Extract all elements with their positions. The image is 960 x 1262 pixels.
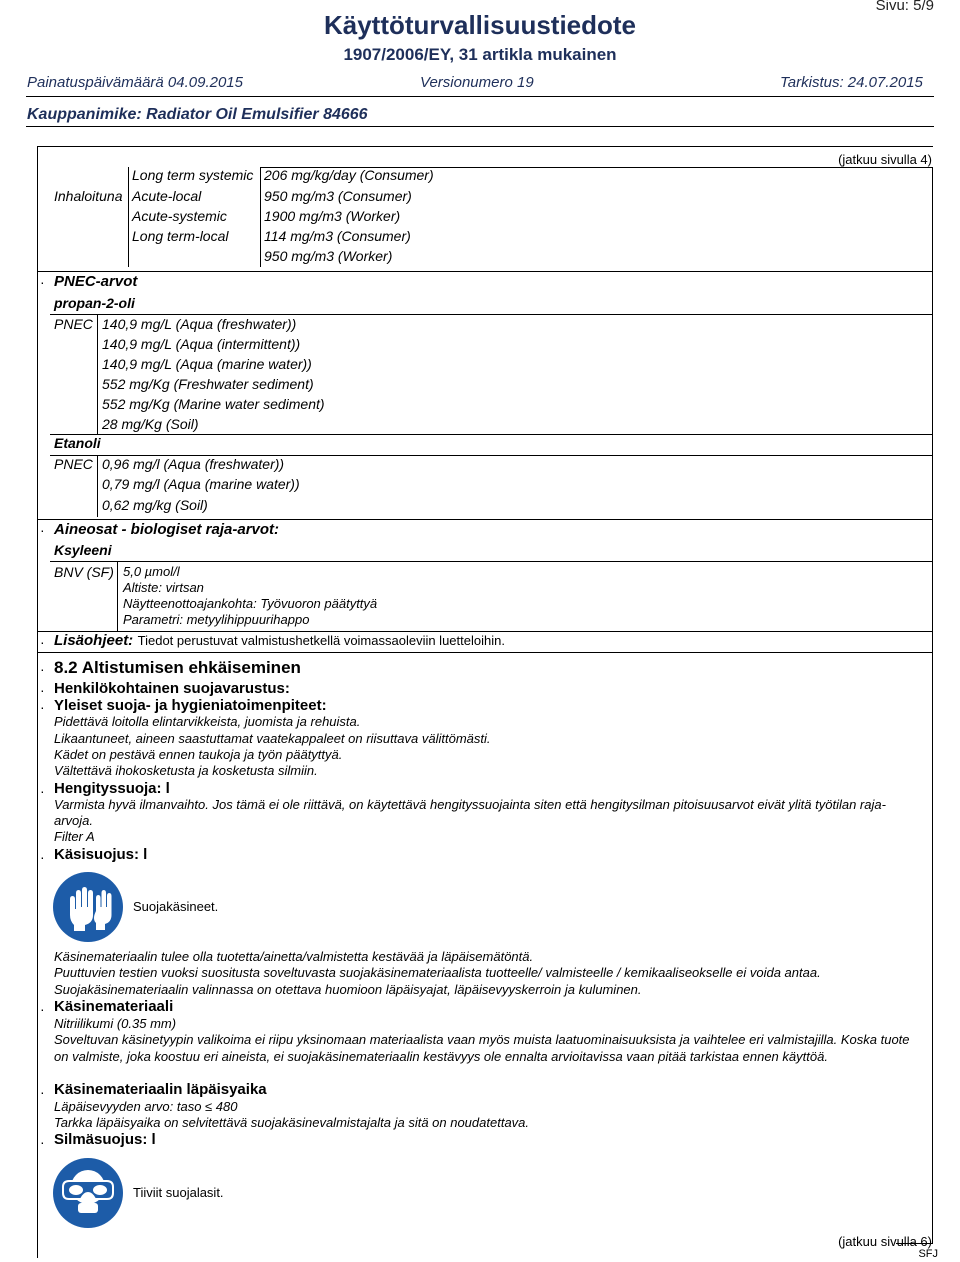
print-date: Painatuspäivämäärä 04.09.2015 <box>27 74 243 91</box>
additional-notes <box>54 632 505 650</box>
inhalation-effect-3: Acute-systemic <box>132 208 227 224</box>
gloves-caption: Suojakäsineet. <box>133 899 219 914</box>
glove-material-text: Soveltuvan käsinetyypin valikoima ei riipu yksinomaan materiaalista vaan myös muista laatuominaisuuksista ja vaihtelee eri valmistajilla. Koska tuote on valmiste, joka koostuu eri aineista, ei suojakäsinemateriaalin kestävyys ole ennalta arvioitavissa vaan pitää tarkistaa ennen käyttöä. <box>54 1032 910 1064</box>
trade-name-divider <box>26 126 934 127</box>
pnec-value: 552 mg/Kg (Marine water sediment) <box>102 396 325 412</box>
page-number: Sivu: 5/9 <box>875 0 934 14</box>
pnec-substance-1-line <box>50 314 933 315</box>
inhalation-value-5: 950 mg/m3 (Worker) <box>264 248 393 264</box>
trade-name-value: Radiator Oil Emulsifier 84666 <box>146 106 368 123</box>
hygiene-line: Likaantuneet, aineen saastuttamat vaatekappaleet on riisuttava välittömästi. <box>54 731 491 746</box>
biological-col-line <box>117 561 118 631</box>
biological-label: BNV (SF) <box>54 564 114 580</box>
hand-text: Suojakäsinemateriaalin valinnassa on otettava huomioon läpäisyajat, läpäisevyyskerroin ja kuluminen. <box>54 982 642 997</box>
left-frame-line <box>37 146 38 1258</box>
pnec-substance-2-name: Etanoli <box>54 435 101 451</box>
body-top-line <box>37 146 933 147</box>
gloves-icon <box>52 871 124 943</box>
document-title: Käyttöturvallisuustiedote <box>323 10 637 40</box>
respiratory-filter: Filter A <box>54 829 95 844</box>
hand-text: Käsinemateriaalin tulee olla tuotetta/ainetta/valmistetta kestävää ja läpäisemätöntä. <box>54 949 534 964</box>
pnec-value: 0,79 mg/l (Aqua (marine water)) <box>102 476 300 492</box>
eye-protection-heading: Silmäsuojus: l <box>54 1131 156 1148</box>
continued-to: (jatkuu sivulla 6) <box>838 1234 932 1249</box>
biological-value: 5,0 µmol/l <box>123 564 180 579</box>
hygiene-line: Vältettävä ihokosketusta ja kosketusta silmiin. <box>54 763 318 778</box>
pnec-value: 140,9 mg/L (Aqua (freshwater)) <box>102 316 297 332</box>
header-divider <box>26 96 934 97</box>
inhalation-value-3: 1900 mg/m3 (Worker) <box>264 208 401 224</box>
inhalation-effect-2: Acute-local <box>132 188 202 204</box>
hygiene-line: Kädet on pestävä ennen taukoja ja työn päätyttyä. <box>54 747 343 762</box>
pnec-substance-1-label: PNEC <box>54 316 93 332</box>
pnec-col-line-1 <box>97 314 98 434</box>
hand-text: Puuttuvien testien vuoksi suositusta soveltuvasta suojakäsinemateriaalista tuotteelle/ valmisteelle / kemikaaliseokselle ei voida antaa. <box>54 965 821 980</box>
version-number: Versionumero 19 <box>420 74 534 91</box>
additional-text: Tiedot perustuvat valmistushetkellä voimassaoleviin luetteloihin. <box>137 633 505 648</box>
inhalation-value-4: 114 mg/m3 (Consumer) <box>264 228 411 244</box>
pnec-heading: PNEC-arvot <box>54 273 138 290</box>
permeation-heading: Käsinemateriaalin läpäisyaika <box>54 1081 267 1098</box>
additional-bottom-line <box>37 652 933 653</box>
revision-date: Tarkistus: 24.07.2015 <box>780 74 923 91</box>
glove-material-value: Nitriilikumi (0.35 mm) <box>54 1016 177 1031</box>
permeation-value: Läpäisevyyden arvo: taso ≤ 480 <box>54 1099 238 1114</box>
right-frame-line <box>932 167 933 1243</box>
pnec-value: 140,9 mg/L (Aqua (marine water)) <box>102 356 312 372</box>
biological-top-line <box>37 519 933 520</box>
hygiene-heading: Yleiset suoja- ja hygieniatoimenpiteet: <box>54 697 327 714</box>
inhalation-value-2: 950 mg/m3 (Consumer) <box>264 188 412 204</box>
pnec-substance-1-name: propan-2-oli <box>54 295 135 311</box>
hygiene-line: Pidettävä loitolla elintarvikkeista, juomista ja rehuista. <box>54 714 361 729</box>
hand-protection-heading: Käsisuojus: l <box>54 846 148 863</box>
biological-line: Parametri: metyylihippuurihappo <box>123 612 310 627</box>
footer-line <box>896 1243 933 1244</box>
glove-material-heading: Käsinemateriaali <box>54 998 174 1015</box>
continued-from: (jatkuu sivulla 4) <box>838 152 932 167</box>
inhalation-value-1: 206 mg/kg/day (Consumer) <box>264 167 434 183</box>
footer-code: SFJ <box>918 1248 938 1260</box>
inhalation-route: Inhaloituna <box>54 188 123 204</box>
inhalation-effect-4: Long term-local <box>132 228 229 244</box>
biological-substance: Ksyleeni <box>54 542 112 558</box>
respiratory-text: Varmista hyvä ilmanvaihto. Jos tämä ei ole riittävä, on käytettävä hengityssuojainta siten että hengitysilman pitoisuusarvot eivät ylitä työtilan raja-arvoja. <box>54 797 886 828</box>
trade-name-label: Kauppanimike: <box>27 106 142 123</box>
additional-label: Lisäohjeet: <box>54 632 134 649</box>
pnec-value: 28 mg/Kg (Soil) <box>102 416 199 432</box>
pnec-substance-2-top-line <box>50 434 933 435</box>
inhalation-col-line-2 <box>260 167 261 267</box>
pnec-top-line <box>37 271 933 272</box>
biological-line: Altiste: virtsan <box>123 580 204 595</box>
respiratory-heading: Hengityssuoja: l <box>54 780 170 797</box>
permeation-text: Tarkka läpäisyaika on selvitettävä suojakäsinevalmistajalta ja sitä on noudatettava. <box>54 1115 530 1130</box>
goggles-icon <box>52 1157 124 1229</box>
pnec-value: 140,9 mg/L (Aqua (intermittent)) <box>102 336 301 352</box>
pnec-col-line-2 <box>97 455 98 517</box>
biological-line: Näytteenottoajankohta: Työvuoron päätyttyä <box>123 596 378 611</box>
pnec-value: 552 mg/Kg (Freshwater sediment) <box>102 376 314 392</box>
inhalation-effect-1: Long term systemic <box>132 167 254 183</box>
biological-heading: Aineosat - biologiset raja-arvot: <box>54 521 280 538</box>
pnec-value: 0,62 mg/kg (Soil) <box>102 497 208 513</box>
document-subtitle: 1907/2006/EY, 31 artikla mukainen <box>343 45 617 64</box>
section-8-2-heading: 8.2 Altistumisen ehkäiseminen <box>54 658 301 677</box>
pnec-substance-2-label: PNEC <box>54 456 93 472</box>
trade-name <box>27 106 368 124</box>
inhalation-col-line-1 <box>128 167 129 267</box>
biological-substance-line <box>50 561 933 562</box>
goggles-caption: Tiiviit suojalasit. <box>133 1185 224 1200</box>
ppe-heading: Henkilökohtainen suojavarustus: <box>54 680 290 697</box>
pnec-value: 0,96 mg/l (Aqua (freshwater)) <box>102 456 285 472</box>
